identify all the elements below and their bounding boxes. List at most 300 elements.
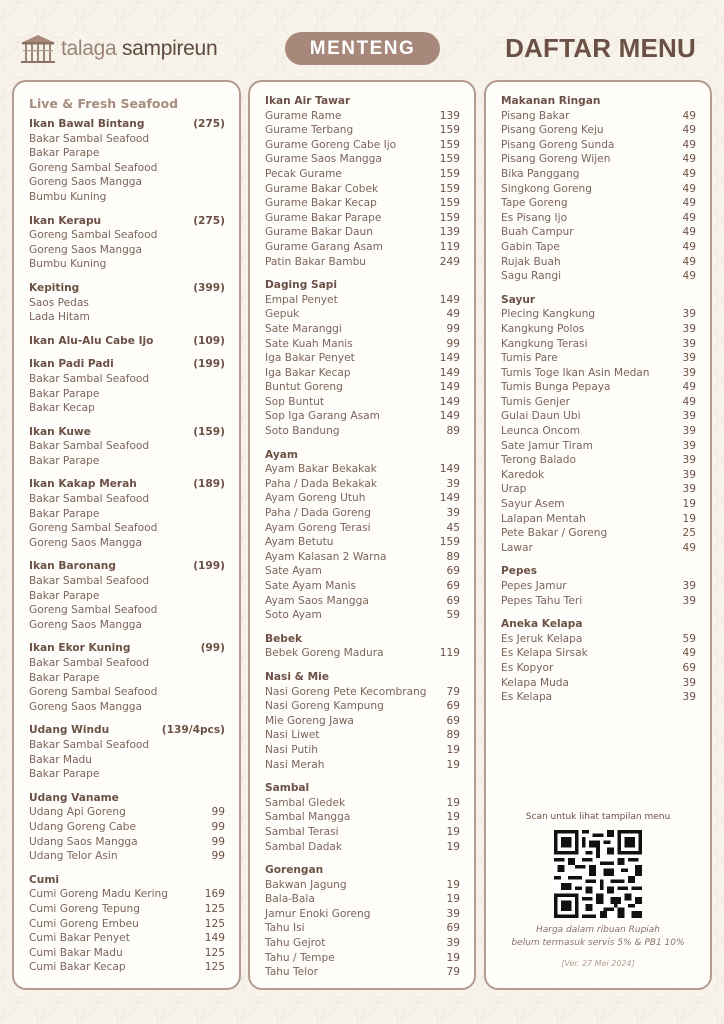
menu-item (29, 574, 225, 589)
qr-caption: Scan untuk lihat tampilan menu (525, 812, 671, 822)
price-note-line2: belum termasuk servis 5% & PB1 10% (511, 937, 685, 948)
item-name: Goreng Sambal Seafood (29, 229, 158, 242)
item-price: 49 (682, 255, 696, 268)
item-name: Paha / Dada Bekakak (265, 477, 377, 490)
menu-column-mains (248, 80, 476, 990)
menu-item (265, 921, 460, 936)
item-name: Urap (501, 483, 527, 496)
item-price: 125 (204, 902, 225, 915)
item-price: 49 (682, 381, 696, 394)
item-price: 19 (446, 796, 460, 809)
menu-item (501, 482, 696, 497)
menu-item (29, 243, 225, 258)
brand-name-part1: talaga (61, 37, 117, 60)
item-name: Goreng Saos Mangga (29, 618, 143, 631)
menu-item (29, 439, 225, 454)
item-price: 39 (682, 337, 696, 350)
item-name: Tumis Genjer (501, 395, 570, 408)
item-price: 39 (682, 483, 696, 496)
item-price: 19 (446, 825, 460, 838)
menu-item (29, 753, 225, 768)
menu-item (29, 671, 225, 686)
version-label: [Ver. 27 Mei 2024] (561, 959, 635, 968)
item-price: 19 (682, 498, 696, 511)
item-name: Cumi Bakar Penyet (29, 932, 130, 945)
menu-item (501, 439, 696, 454)
menu-category (29, 559, 225, 632)
menu-item (501, 541, 696, 556)
menu-item (29, 296, 225, 311)
item-price: 49 (682, 138, 696, 151)
menu-item (265, 535, 460, 550)
menu-item (265, 564, 460, 579)
menu-item (265, 152, 460, 167)
menu-item (265, 196, 460, 211)
menu-column-snacks (484, 80, 712, 990)
item-name: Sate Jamur Tiram (501, 439, 593, 452)
category-header (265, 278, 460, 293)
item-price: 125 (204, 961, 225, 974)
brand-name-part2: sampireun (121, 37, 218, 60)
menu-item (29, 372, 225, 387)
item-name: Tahu Telor (265, 966, 318, 979)
section-title: Live & Fresh Seafood (29, 96, 179, 111)
menu-item (29, 454, 225, 469)
menu-item (501, 351, 696, 366)
item-price: 139 (439, 226, 460, 239)
item-name: Pisang Goreng Keju (501, 124, 604, 137)
item-price: 19 (682, 512, 696, 525)
item-name: Kelapa Muda (501, 676, 570, 689)
menu-item (29, 536, 225, 551)
menu-item (265, 307, 460, 322)
item-name: Sambal Gledek (265, 796, 346, 809)
menu-item (29, 902, 225, 917)
category-price: (109) (193, 334, 225, 347)
item-name: Karedok (501, 468, 545, 481)
item-name: Gurame Terbang (265, 124, 354, 137)
item-price: 99 (211, 835, 225, 848)
category-header (29, 791, 225, 806)
menu-item (29, 685, 225, 700)
menu-category (29, 873, 225, 975)
menu-item (265, 878, 460, 893)
item-name: Pepes Tahu Teri (501, 594, 583, 607)
menu-item (265, 550, 460, 565)
menu-item (501, 307, 696, 322)
item-name: Terong Balado (501, 454, 576, 467)
item-name: Tumis Bunga Pepaya (501, 381, 611, 394)
menu-item (265, 892, 460, 907)
menu-item (265, 491, 460, 506)
item-name: Pecak Gurame (265, 167, 342, 180)
item-price: 119 (439, 240, 460, 253)
item-price: 45 (446, 521, 460, 534)
menu-item (501, 152, 696, 167)
item-name: Sop Iga Garang Asam (265, 410, 380, 423)
item-name: Ayam Betutu (265, 536, 334, 549)
menu-item (265, 965, 460, 980)
item-price: 39 (682, 468, 696, 481)
category-price: (275) (193, 118, 225, 130)
menu-category (29, 723, 225, 781)
item-price: 159 (439, 197, 460, 210)
item-name: Cumi Bakar Madu (29, 946, 123, 959)
category-name: Ayam (265, 448, 298, 461)
menu-item (265, 167, 460, 182)
menu-item (501, 255, 696, 270)
category-header (29, 334, 225, 349)
menu-item (501, 225, 696, 240)
menu-item (29, 589, 225, 604)
menu-item (265, 951, 460, 966)
menu-item (501, 424, 696, 439)
item-price: 49 (682, 197, 696, 210)
category-header (29, 214, 225, 229)
item-price: 159 (439, 167, 460, 180)
item-price: 49 (682, 226, 696, 239)
category-header (29, 641, 225, 656)
menu-item (265, 462, 460, 477)
item-name: Gurame Bakar Kecap (265, 197, 377, 210)
menu-item (29, 917, 225, 932)
item-price: 159 (439, 153, 460, 166)
category-header (501, 564, 696, 579)
menu-item (29, 507, 225, 522)
item-name: Goreng Saos Mangga (29, 536, 143, 549)
item-name: Goreng Sambal Seafood (29, 604, 158, 617)
item-name: Cumi Bakar Kecap (29, 961, 126, 974)
menu-item (265, 395, 460, 410)
menu-item (29, 132, 225, 147)
menu-item (265, 366, 460, 381)
menu-item (265, 579, 460, 594)
item-price: 49 (682, 124, 696, 137)
menu-item (29, 401, 225, 416)
item-price: 159 (439, 211, 460, 224)
item-price: 99 (211, 850, 225, 863)
item-name: Goreng Sambal Seafood (29, 686, 158, 699)
category-price: (189) (193, 478, 225, 491)
item-price: 149 (439, 381, 460, 394)
item-name: Tumis Pare (501, 352, 558, 365)
item-name: Sate Kuah Manis (265, 337, 353, 350)
item-price: 149 (439, 395, 460, 408)
menu-item (501, 322, 696, 337)
item-name: Bakar Sambal Seafood (29, 440, 150, 453)
item-price: 39 (682, 691, 696, 704)
menu-item (29, 387, 225, 402)
item-price: 39 (682, 308, 696, 321)
price-note-line1: Harga dalam ribuan Rupiah (535, 925, 661, 935)
category-header (29, 117, 225, 132)
menu-category (501, 617, 696, 705)
item-name: Bakar Parape (29, 147, 100, 160)
item-name: Bakar Sambal Seafood (29, 575, 150, 588)
branch-badge: MENTENG (285, 32, 440, 65)
menu-item (501, 109, 696, 124)
category-name: Ikan Kerapu (29, 214, 102, 227)
item-name: Kangkung Polos (501, 322, 585, 335)
item-name: Saos Pedas (29, 296, 89, 309)
item-name: Gulai Daun Ubi (501, 410, 581, 423)
item-name: Sambal Terasi (265, 825, 339, 838)
item-name: Pisang Bakar (501, 109, 570, 122)
menu-item (29, 805, 225, 820)
category-name: Ikan Bawal Bintang (29, 118, 145, 130)
menu-item (501, 512, 696, 527)
item-price: 125 (204, 917, 225, 930)
menu-item (501, 526, 696, 541)
category-header (29, 873, 225, 888)
item-name: Es Jeruk Kelapa (501, 632, 583, 645)
menu-category (265, 632, 460, 661)
item-name: Nasi Putih (265, 743, 318, 756)
menu-item (29, 521, 225, 536)
category-header (265, 781, 460, 796)
item-name: Gabin Tape (501, 240, 560, 253)
item-price: 149 (439, 366, 460, 379)
item-name: Soto Ayam (265, 609, 322, 622)
menu-category (501, 564, 696, 608)
item-price: 125 (204, 946, 225, 959)
item-name: Bakar Parape (29, 671, 100, 684)
item-name: Paha / Dada Goreng (265, 507, 371, 520)
item-name: Tahu Isi (265, 922, 305, 935)
menu-item (265, 351, 460, 366)
item-name: Kangkung Terasi (501, 337, 588, 350)
item-price: 19 (446, 811, 460, 824)
category-name: Daging Sapi (265, 279, 337, 292)
menu-category (29, 477, 225, 550)
item-name: Singkong Goreng (501, 182, 592, 195)
menu-category (265, 781, 460, 854)
item-price: 49 (682, 182, 696, 195)
menu-category (265, 448, 460, 623)
menu-item (29, 700, 225, 715)
category-header (29, 723, 225, 738)
item-name: Mie Goreng Jawa (265, 714, 354, 727)
category-header (265, 448, 460, 463)
item-price: 39 (446, 907, 460, 920)
item-price: 89 (446, 425, 460, 438)
menu-item (265, 810, 460, 825)
category-list (501, 94, 696, 705)
menu-item (29, 257, 225, 272)
item-price: 49 (682, 541, 696, 554)
menu-item (501, 380, 696, 395)
menu-category (29, 281, 225, 325)
menu-item (29, 190, 225, 205)
menu-item (265, 685, 460, 700)
qr-code-icon[interactable] (554, 830, 642, 918)
item-price: 49 (682, 167, 696, 180)
menu-item (501, 632, 696, 647)
item-price: 149 (439, 352, 460, 365)
item-price: 39 (682, 352, 696, 365)
item-name: Goreng Sambal Seafood (29, 161, 158, 174)
item-price: 19 (446, 743, 460, 756)
menu-item (265, 907, 460, 922)
item-price: 89 (446, 729, 460, 742)
menu-item (501, 594, 696, 609)
menu-item (501, 579, 696, 594)
category-header (29, 425, 225, 440)
item-price: 39 (446, 507, 460, 520)
item-name: Bumbu Kuning (29, 258, 107, 271)
item-price: 19 (446, 893, 460, 906)
item-price: 19 (446, 951, 460, 964)
item-price: 19 (446, 878, 460, 891)
brand-name (61, 37, 217, 61)
item-price: 59 (682, 632, 696, 645)
item-name: Sagu Rangi (501, 270, 562, 283)
category-name: Gorengan (265, 864, 324, 877)
menu-category (29, 214, 225, 272)
item-price: 159 (439, 182, 460, 195)
item-name: Gurame Garang Asam (265, 240, 383, 253)
item-name: Bakar Parape (29, 387, 100, 400)
item-name: Sate Ayam (265, 565, 322, 578)
item-name: Sayur Asem (501, 498, 565, 511)
item-name: Bakar Sambal Seafood (29, 372, 150, 385)
category-name: Aneka Kelapa (501, 618, 583, 631)
category-header (29, 281, 225, 296)
item-price: 139 (439, 109, 460, 122)
item-price: 49 (446, 308, 460, 321)
item-price: 99 (211, 820, 225, 833)
item-name: Pete Bakar / Goreng (501, 527, 608, 540)
item-name: Iga Bakar Penyet (265, 352, 355, 365)
item-name: Cumi Goreng Madu Kering (29, 888, 168, 901)
menu-item (265, 840, 460, 855)
category-price: (199) (193, 358, 225, 371)
item-name: Gurame Saos Mangga (265, 153, 382, 166)
menu-item (501, 337, 696, 352)
category-name: Ikan Ekor Kuning (29, 642, 131, 655)
menu-item (265, 714, 460, 729)
item-name: Rujak Buah (501, 255, 561, 268)
menu-item (501, 690, 696, 705)
item-name: Udang Goreng Cabe (29, 820, 137, 833)
category-price: (159) (193, 425, 225, 438)
menu-item (29, 146, 225, 161)
category-price: (275) (193, 214, 225, 227)
category-name: Makanan Ringan (501, 95, 601, 107)
menu-item (501, 453, 696, 468)
item-name: Goreng Saos Mangga (29, 176, 143, 189)
menu-item (501, 366, 696, 381)
menu-item (501, 196, 696, 211)
item-name: Udang Saos Mangga (29, 835, 138, 848)
item-name: Tahu / Tempe (265, 951, 335, 964)
item-name: Nasi Merah (265, 758, 325, 771)
item-price: 149 (439, 492, 460, 505)
item-price: 19 (446, 758, 460, 771)
item-name: Sate Maranggi (265, 322, 342, 335)
menu-item (29, 618, 225, 633)
menu-item (29, 849, 225, 864)
menu-item (501, 409, 696, 424)
category-header (29, 559, 225, 574)
category-header (265, 670, 460, 685)
menu-category (501, 94, 696, 284)
item-name: Bika Panggang (501, 167, 580, 180)
item-price: 69 (446, 565, 460, 578)
item-name: Goreng Sambal Seafood (29, 522, 158, 535)
item-price: 39 (682, 410, 696, 423)
item-name: Lalapan Mentah (501, 512, 586, 525)
menu-category (29, 791, 225, 864)
item-price: 99 (446, 337, 460, 350)
menu-column-seafood (12, 80, 241, 990)
menu-item (501, 240, 696, 255)
category-name: Udang Vaname (29, 791, 119, 804)
category-list (29, 117, 225, 975)
item-name: Nasi Goreng Kampung (265, 700, 384, 713)
menu-item (501, 661, 696, 676)
item-name: Sambal Dadak (265, 840, 343, 853)
item-name: Bakar Sambal Seafood (29, 132, 150, 145)
item-name: Es Kelapa (501, 691, 553, 704)
item-name: Gurame Bakar Parape (265, 211, 382, 224)
item-price: 19 (446, 840, 460, 853)
item-price: 25 (682, 527, 696, 540)
category-header (265, 94, 460, 109)
item-name: Ayam Saos Mangga (265, 594, 369, 607)
item-price: 69 (446, 700, 460, 713)
item-price: 39 (682, 425, 696, 438)
brand-logo (20, 33, 217, 65)
menu-item (29, 492, 225, 507)
item-price: 49 (682, 109, 696, 122)
menu-item (265, 293, 460, 308)
item-name: Patin Bakar Bambu (265, 255, 367, 268)
category-header (501, 94, 696, 109)
item-name: Ayam Bakar Bekakak (265, 463, 377, 476)
item-name: Bakar Sambal Seafood (29, 657, 150, 669)
menu-item (501, 123, 696, 138)
item-name: Empal Penyet (265, 293, 338, 306)
item-name: Bakar Parape (29, 454, 100, 467)
item-price: 249 (439, 255, 460, 268)
item-name: Bakar Parape (29, 507, 100, 520)
menu-item (265, 424, 460, 439)
item-name: Pisang Goreng Sunda (501, 138, 615, 151)
item-price: 39 (682, 366, 696, 379)
menu-item (265, 477, 460, 492)
menu-item (501, 138, 696, 153)
category-name: Ikan Padi Padi (29, 358, 114, 371)
price-note (486, 924, 710, 949)
item-name: Es Pisang Ijo (501, 211, 568, 224)
menu-item (29, 820, 225, 835)
menu-item (265, 521, 460, 536)
menu-item (29, 887, 225, 902)
item-price: 69 (446, 714, 460, 727)
menu-item (501, 167, 696, 182)
item-name: Iga Bakar Kecap (265, 366, 351, 379)
menu-item (265, 646, 460, 661)
item-name: Nasi Liwet (265, 729, 320, 742)
item-price: 49 (682, 240, 696, 253)
menu-item (29, 767, 225, 782)
item-price: 39 (682, 676, 696, 689)
category-name: Bebek (265, 632, 303, 645)
menu-category (29, 117, 225, 205)
item-price: 69 (682, 661, 696, 674)
category-name: Ikan Air Tawar (265, 95, 351, 107)
